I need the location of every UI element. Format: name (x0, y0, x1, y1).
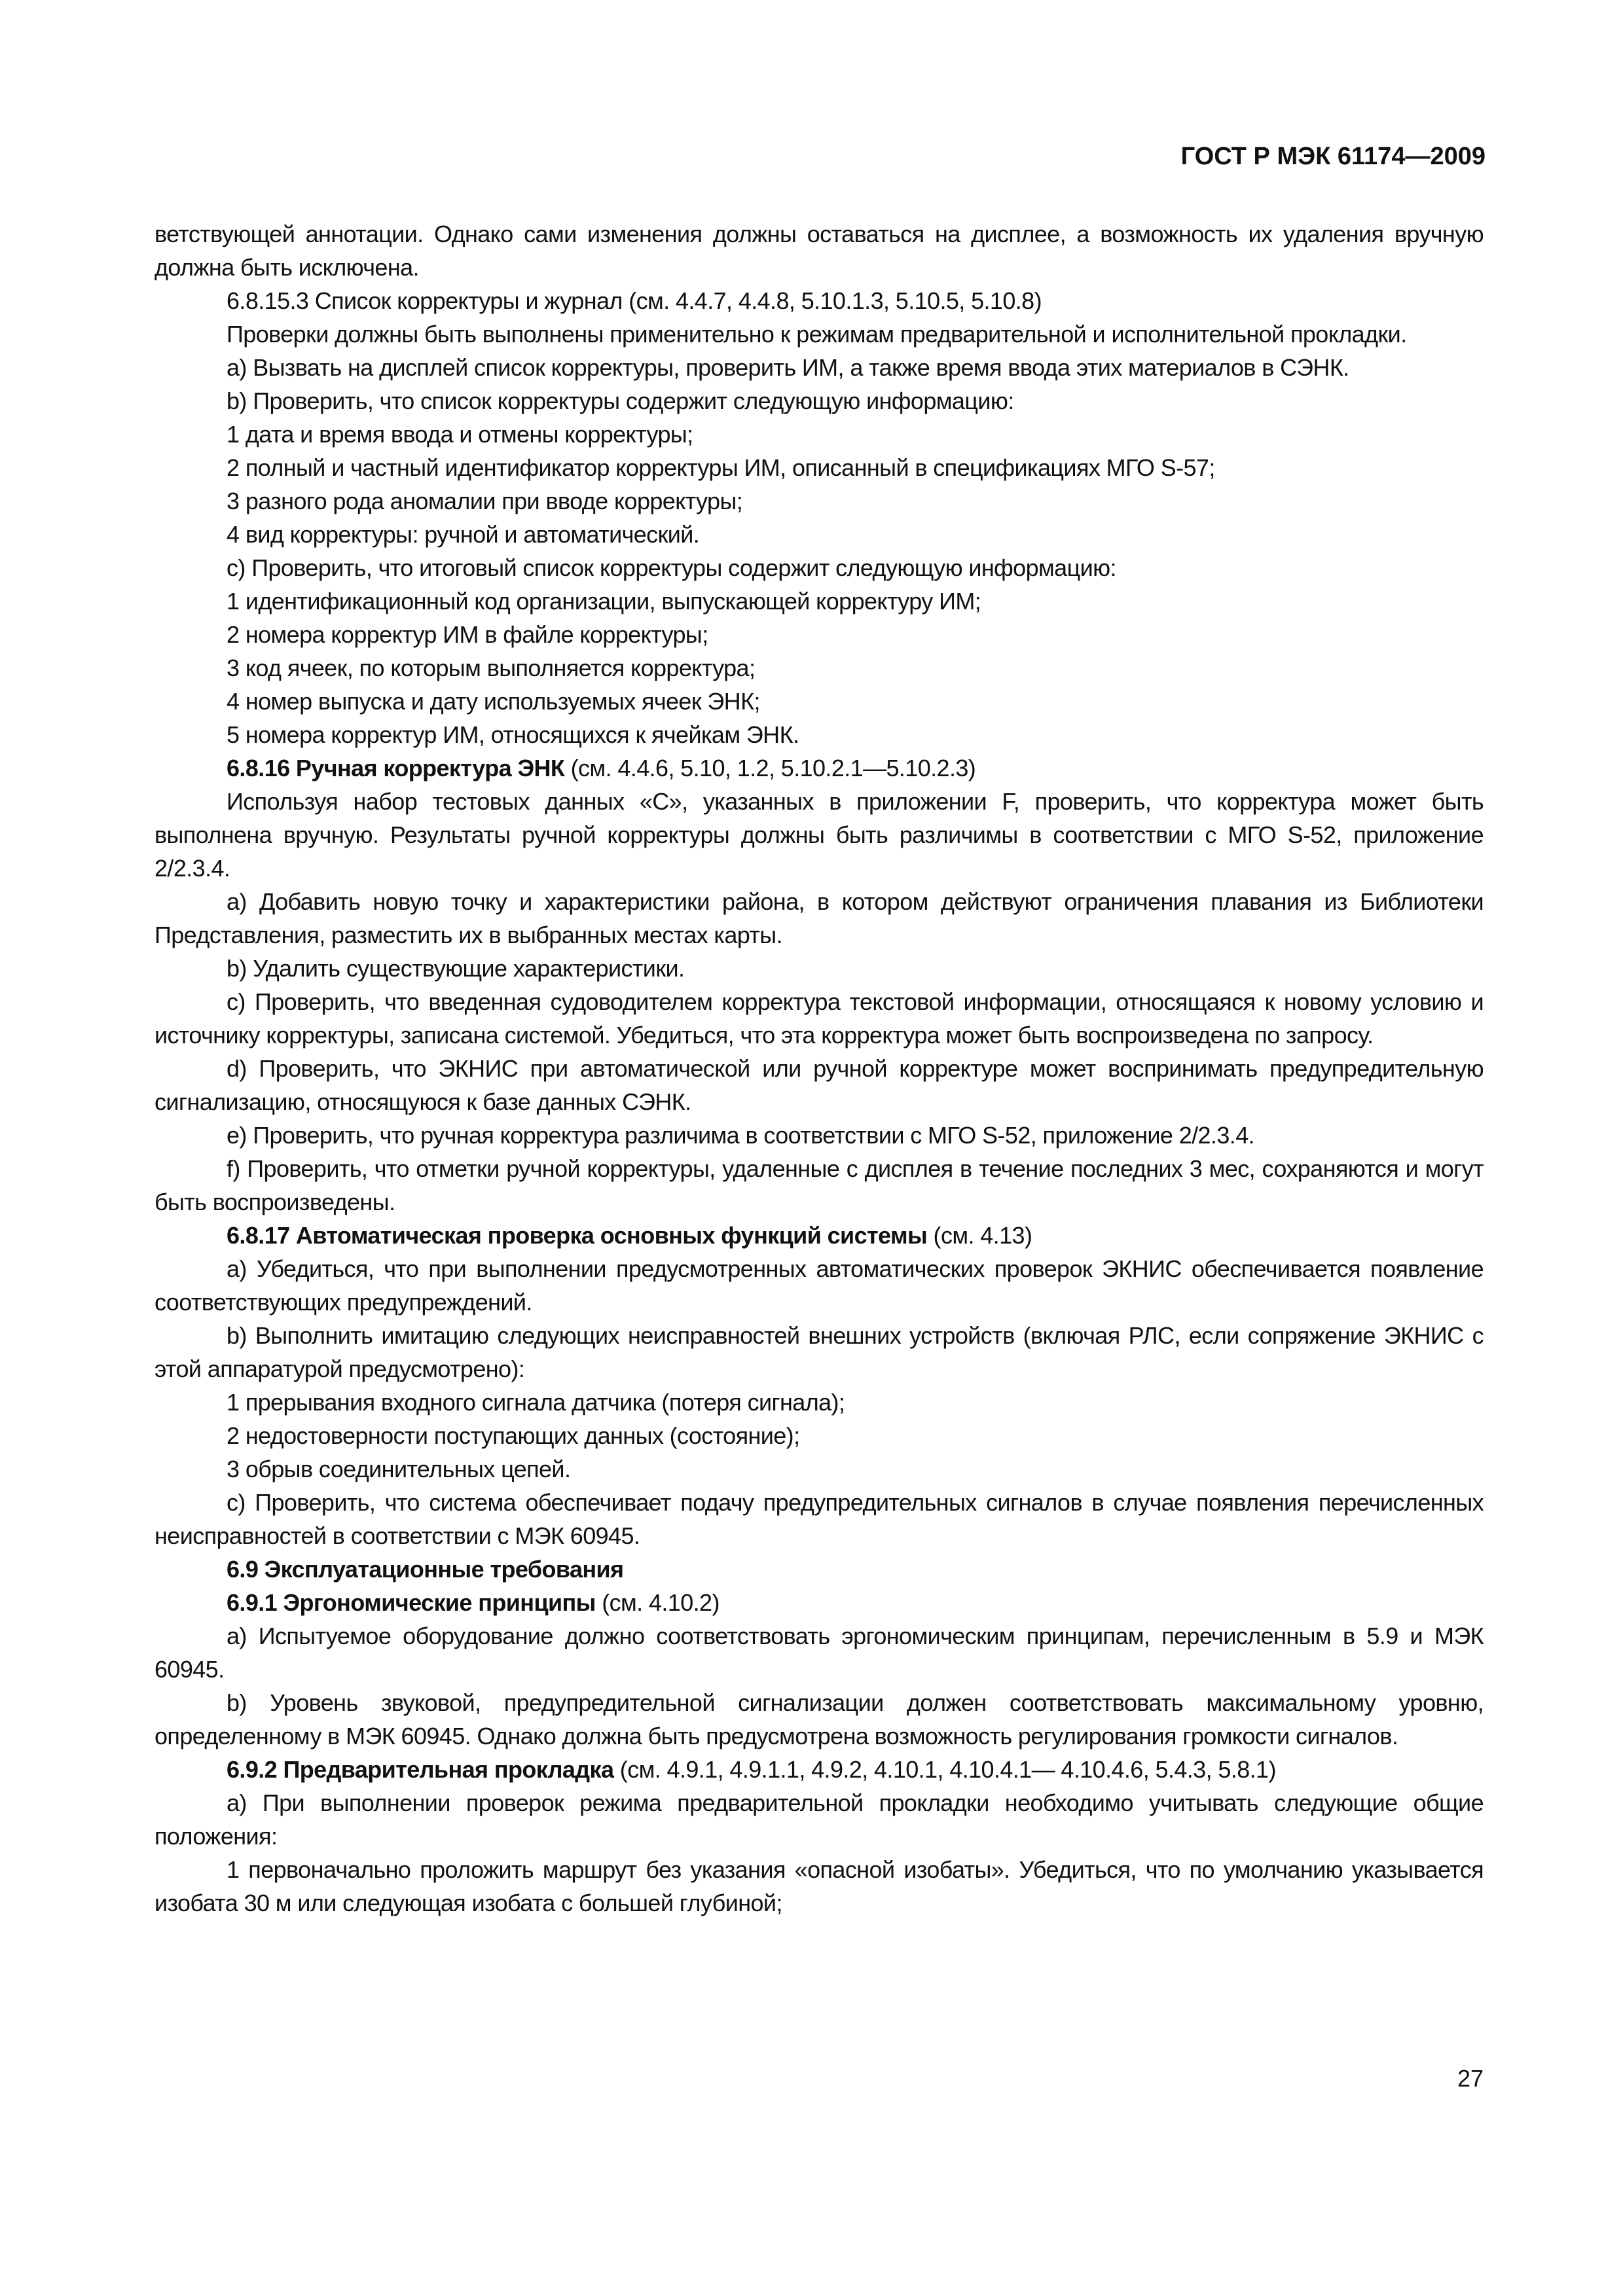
section-heading: 6.8.16 Ручная корректура ЭНК (227, 755, 565, 781)
paragraph-text: 1 дата и время ввода и отмены корректуры; (227, 421, 693, 448)
paragraph (155, 1486, 1484, 1552)
paragraph-text: a) Вызвать на дисплей список корректуры, проверить ИМ, а также время ввода этих материалов в СЭНК. (227, 354, 1349, 381)
paragraph-text: 4 вид корректуры: ручной и автоматический. (227, 521, 700, 548)
body-text (155, 217, 1484, 1920)
paragraph-text: 3 обрыв соединительных цепей. (227, 1456, 571, 1482)
paragraph-text: 5 номера корректур ИМ, относящихся к ячейкам ЭНК. (227, 721, 799, 748)
paragraph (155, 518, 1484, 551)
paragraph-text: d) Проверить, что ЭКНИС при автоматической или ручной корректуре может воспринимать предупредительную сигнализацию, относящуюся к базе данных СЭНК. (155, 1055, 1484, 1115)
paragraph (155, 1853, 1484, 1920)
paragraph (155, 351, 1484, 384)
paragraph-text: 3 код ячеек, по которым выполняется корректура; (227, 655, 756, 681)
paragraph-text: a) Испытуемое оборудование должно соответствовать эргономическим принципам, перечисленным в 5.9 и МЭК 60945. (155, 1623, 1484, 1683)
paragraph (155, 985, 1484, 1052)
paragraph-text: c) Проверить, что итоговый список корректуры содержит следующую информацию: (227, 554, 1116, 581)
paragraph (155, 418, 1484, 451)
paragraph-text: 1 прерывания входного сигнала датчика (потеря сигнала); (227, 1389, 845, 1416)
paragraph-text: (см. 4.10.2) (595, 1589, 720, 1616)
paragraph-text: 2 недостоверности поступающих данных (состояние); (227, 1422, 800, 1449)
paragraph (155, 618, 1484, 651)
paragraph (155, 1052, 1484, 1119)
paragraph (155, 1552, 1484, 1586)
section-heading: 6.9.2 Предварительная прокладка (227, 1756, 614, 1783)
paragraph (155, 885, 1484, 952)
paragraph-text: b) Удалить существующие характеристики. (227, 955, 685, 982)
paragraph-text: 2 номера корректур ИМ в файле корректуры; (227, 621, 708, 648)
paragraph-text: e) Проверить, что ручная корректура различима в соответствии с МГО S-52, приложение 2/2.3.4. (227, 1122, 1255, 1149)
paragraph (155, 651, 1484, 685)
paragraph (155, 952, 1484, 985)
paragraph (155, 317, 1484, 351)
paragraph-text: 1 первоначально проложить маршрут без указания «опасной изобаты». Убедиться, что по умолчанию указывается изобата 30 м или следующая изобата с большей глубиной; (155, 1856, 1484, 1916)
paragraph (155, 384, 1484, 418)
paragraph-text: b) Выполнить имитацию следующих неисправностей внешних устройств (включая РЛС, если сопряжение ЭКНИС с этой аппаратурой предусмотрено): (155, 1322, 1484, 1382)
paragraph-text: b) Проверить, что список корректуры содержит следующую информацию: (227, 387, 1014, 414)
paragraph (155, 217, 1484, 284)
paragraph (155, 1152, 1484, 1219)
paragraph-text: 6.8.15.3 Список корректуры и журнал (см. 4.4.7, 4.4.8, 5.10.1.3, 5.10.5, 5.10.8) (227, 287, 1042, 314)
paragraph (155, 584, 1484, 618)
paragraph-text: Проверки должны быть выполнены применительно к режимам предварительной и исполнительной прокладки. (227, 321, 1407, 348)
paragraph-text: 1 идентификационный код организации, выпускающей корректуру ИМ; (227, 588, 981, 615)
paragraph-text: a) Убедиться, что при выполнении предусмотренных автоматических проверок ЭКНИС обеспечивается появление соответствующих предупреждений. (155, 1255, 1484, 1316)
paragraph (155, 1319, 1484, 1386)
paragraph-text: Используя набор тестовых данных «С», указанных в приложении F, проверить, что корректура может быть выполнена вручную. Результаты ручной корректуры должны быть различимы в соответствии с МГО S-52, приложение 2/2.3.4. (155, 788, 1484, 882)
paragraph-text: b) Уровень звуковой, предупредительной сигнализации должен соответствовать максимальному уровню, определенному в МЭК 60945. Однако должна быть предусмотрена возможность регулирования громкости сигналов. (155, 1689, 1484, 1749)
paragraph-text: a) При выполнении проверок режима предварительной прокладки необходимо учитывать следующие общие положения: (155, 1789, 1484, 1850)
paragraph-text: (см. 4.13) (927, 1222, 1032, 1249)
section-heading: 6.9 Эксплуатационные требования (227, 1556, 624, 1583)
paragraph (155, 1786, 1484, 1853)
paragraph (155, 685, 1484, 718)
paragraph-text: 2 полный и частный идентификатор корректуры ИМ, описанный в спецификациях МГО S-57; (227, 454, 1215, 481)
section-heading: 6.9.1 Эргономические принципы (227, 1589, 596, 1616)
paragraph (155, 1452, 1484, 1486)
paragraph (155, 1386, 1484, 1419)
paragraph-text: c) Проверить, что введенная судоводителем корректура текстовой информации, относящаяся к новому условию и источнику корректуры, записана системой. Убедиться, что эта корректура может быть воспроизведена по запросу. (155, 988, 1484, 1049)
paragraph (155, 785, 1484, 885)
paragraph (155, 284, 1484, 317)
paragraph-text: 3 разного рода аномалии при вводе корректуры; (227, 488, 743, 514)
paragraph-text: (см. 4.4.6, 5.10, 1.2, 5.10.2.1—5.10.2.3) (564, 755, 976, 781)
paragraph (155, 451, 1484, 484)
paragraph-text: f) Проверить, что отметки ручной корректуры, удаленные с дисплея в течение последних 3 мес, сохраняются и могут быть воспроизведены. (155, 1155, 1484, 1215)
paragraph (155, 1619, 1484, 1686)
paragraph (155, 751, 1484, 785)
standard-header: ГОСТ Р МЭК 61174—2009 (1180, 143, 1486, 170)
paragraph (155, 1753, 1484, 1786)
paragraph (155, 1119, 1484, 1152)
paragraph (155, 484, 1484, 518)
section-heading: 6.8.17 Автоматическая проверка основных функций системы (227, 1222, 928, 1249)
paragraph (155, 1252, 1484, 1319)
page-number: 27 (1457, 2065, 1484, 2092)
paragraph (155, 718, 1484, 751)
paragraph (155, 1586, 1484, 1619)
paragraph (155, 1419, 1484, 1452)
paragraph-text: c) Проверить, что система обеспечивает подачу предупредительных сигналов в случае появления перечисленных неисправностей в соответствии с МЭК 60945. (155, 1489, 1484, 1549)
paragraph (155, 551, 1484, 584)
paragraph (155, 1219, 1484, 1252)
paragraph-text: ветствующей аннотации. Однако сами изменения должны оставаться на дисплее, а возможность их удаления вручную должна быть исключена. (155, 221, 1484, 281)
paragraph-text: a) Добавить новую точку и характеристики района, в котором действуют ограничения плавания из Библиотеки Представления, разместить их в выбранных местах карты. (155, 888, 1484, 948)
paragraph-text: 4 номер выпуска и дату используемых ячеек ЭНК; (227, 688, 760, 715)
paragraph-text: (см. 4.9.1, 4.9.1.1, 4.9.2, 4.10.1, 4.10.4.1— 4.10.4.6, 5.4.3, 5.8.1) (613, 1756, 1276, 1783)
paragraph (155, 1686, 1484, 1753)
